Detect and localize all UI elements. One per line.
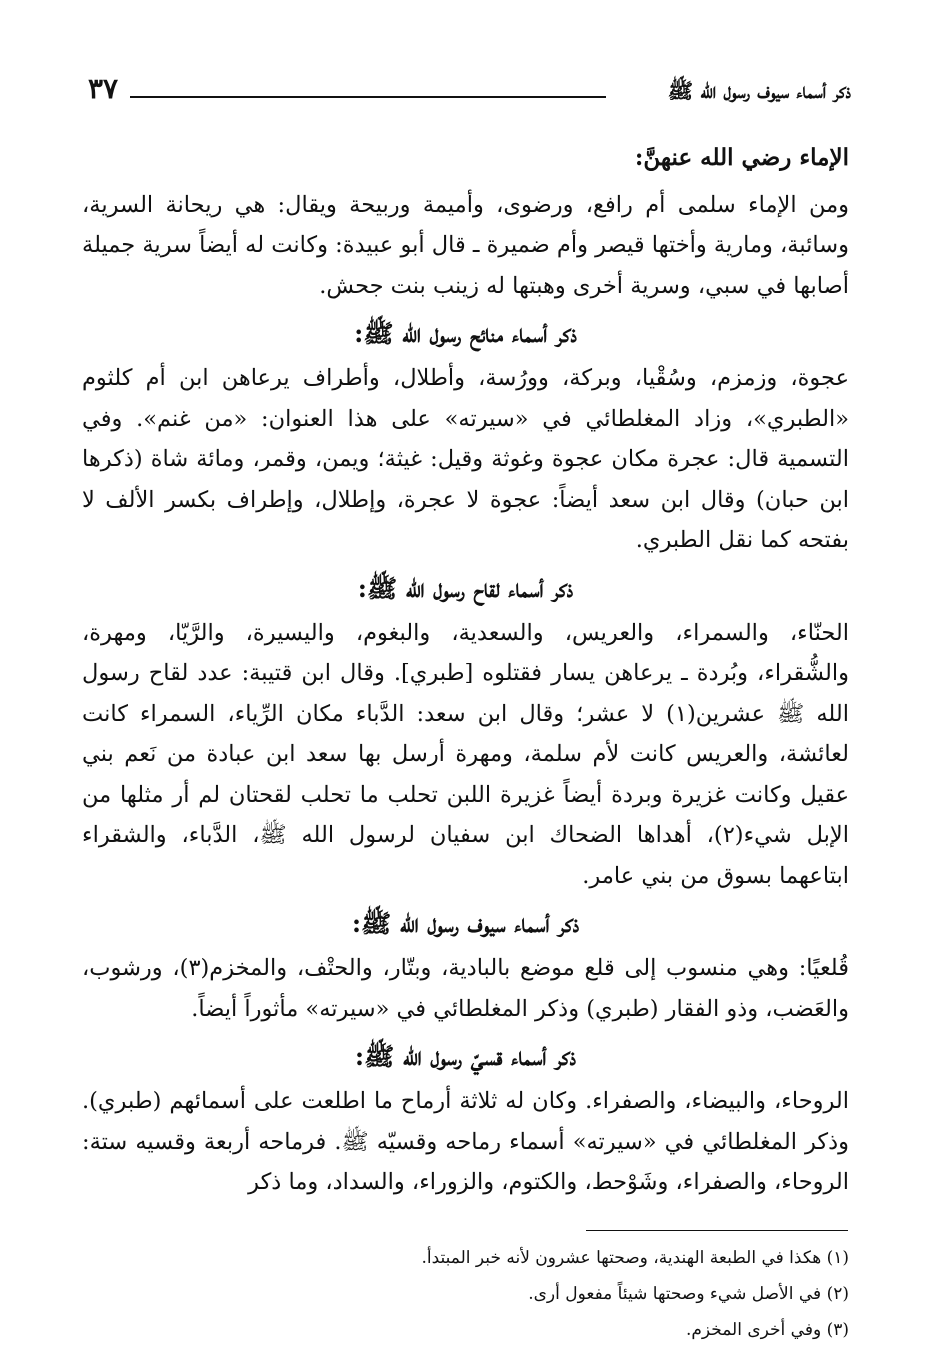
paragraph-slaves: ومن الإماء سلمى أم رافع، ورضوى، وأميمة وربيحة ويقال: هي ريحانة السرية، وسائبة، ومارية وأختها قيصر وأم ضميرة ـ قال أبو عبيدة: وكانت له أيضاً سرية جميلة أصابها في سبي، وسرية أخرى وهبتها له زينب بنت جحش. — [82, 191, 849, 299]
paragraph-bows: الروحاء، والبيضاء، والصفراء. وكان له ثلاثة أرماح ما اطلعت على أسمائهم (طبري). وذكر المغلطائي في «سيرته» أسماء رماحه وقسيّه ﷺ. فرماحه أربعة وقسيه ستة: الروحاء، والصفراء، وشَوْحط، والكتوم، والزوراء، والسداد، وما ذكر — [82, 1088, 849, 1195]
header-rule — [130, 96, 606, 98]
footnote-1: (١) هكذا في الطبعة الهندية، وصحتها عشرون لأنه خبر المبتدأ. — [421, 1248, 849, 1268]
footnote-separator — [586, 1230, 848, 1231]
heading-manaih: ذكر أسماء منائح رسول الله ﷺ: — [354, 319, 577, 348]
footnote-3: (٣) وفي أخرى المخزم. — [685, 1320, 849, 1340]
heading-liqah: ذكر أسماء لقاح رسول الله ﷺ: — [357, 573, 574, 603]
footnote-2: (٢) في الأصل شيء وصحتها شيئاً مفعول أرى. — [528, 1284, 849, 1304]
page-body — [82, 138, 849, 1209]
running-header — [88, 72, 851, 112]
heading-bows: ذكر أسماء قسيّ رسول الله ﷺ: — [354, 1042, 577, 1071]
section-subtitle: الإماء رضي الله عنهنَّ: — [634, 144, 849, 171]
paragraph-liqah: الحنّاء، والسمراء، والعريس، والسعدية، والبغوم، واليسيرة، والرَّيّا، ومهرة، والشُّقراء، وبُردة ـ يرعاهن يسار فقتلوه [طبري]. وقال ابن قتيبة: عدد لقاح رسول الله ﷺ عشرين(١) لا عشر؛ وقال ابن سعد: الدَّباء مكان الرِّياء، السمراء كانت لعائشة، والعريس كانت لأم سلمة، ومهرة أرسل بها سعد ابن عبادة من نَعم بني عقيل وكانت غزيرة وبردة أيضاً غزيرة اللبن تحلب ما تحلب لقحتان لم أر مثلها من الإبل شيء(٢)، أهداها الضحاك ابن سفيان لرسول الله ﷺ، الدَّباء، والشقراء ابتاعهما بسوق من بني عامر. — [82, 619, 849, 889]
paragraph-swords: قُلعيًا: وهي منسوب إلى قلع موضع بالبادية، وبتّار، والحتْف، والمخزم(٣)، ورشوب، والعَضب، وذو الفقار (طبري) وذكر المغلطائي في «سيرته» مأثوراً أيضاً. — [82, 955, 850, 1022]
footnotes — [200, 1240, 849, 1348]
running-title: ذكر أسماء سيوف رسول الله ﷺ — [667, 78, 851, 103]
paragraph-manaih: عجوة، وزمزم، وسُقْيا، وبركة، وورُسة، وأطلال، وأطراف يرعاهن ابن أم كلثوم «الطبري»، وزاد المغلطائي في «سيرته» على هذا العنوان: «من غنم». وفي التسمية قال: عجرة مكان عجوة وغوثة وقيل: غيثة؛ ويمن، وقمر، ومائة شاة (ذكرها ابن حبان) وقال ابن سعد أيضاً: عجوة لا عجرة، وإطلال، وإطراف بكسر الألف لا بفتحه كما نقل الطبري. — [82, 365, 849, 553]
page-number: ٣٧ — [88, 72, 119, 105]
heading-swords: ذكر أسماء سيوف رسول الله ﷺ: — [351, 909, 580, 938]
